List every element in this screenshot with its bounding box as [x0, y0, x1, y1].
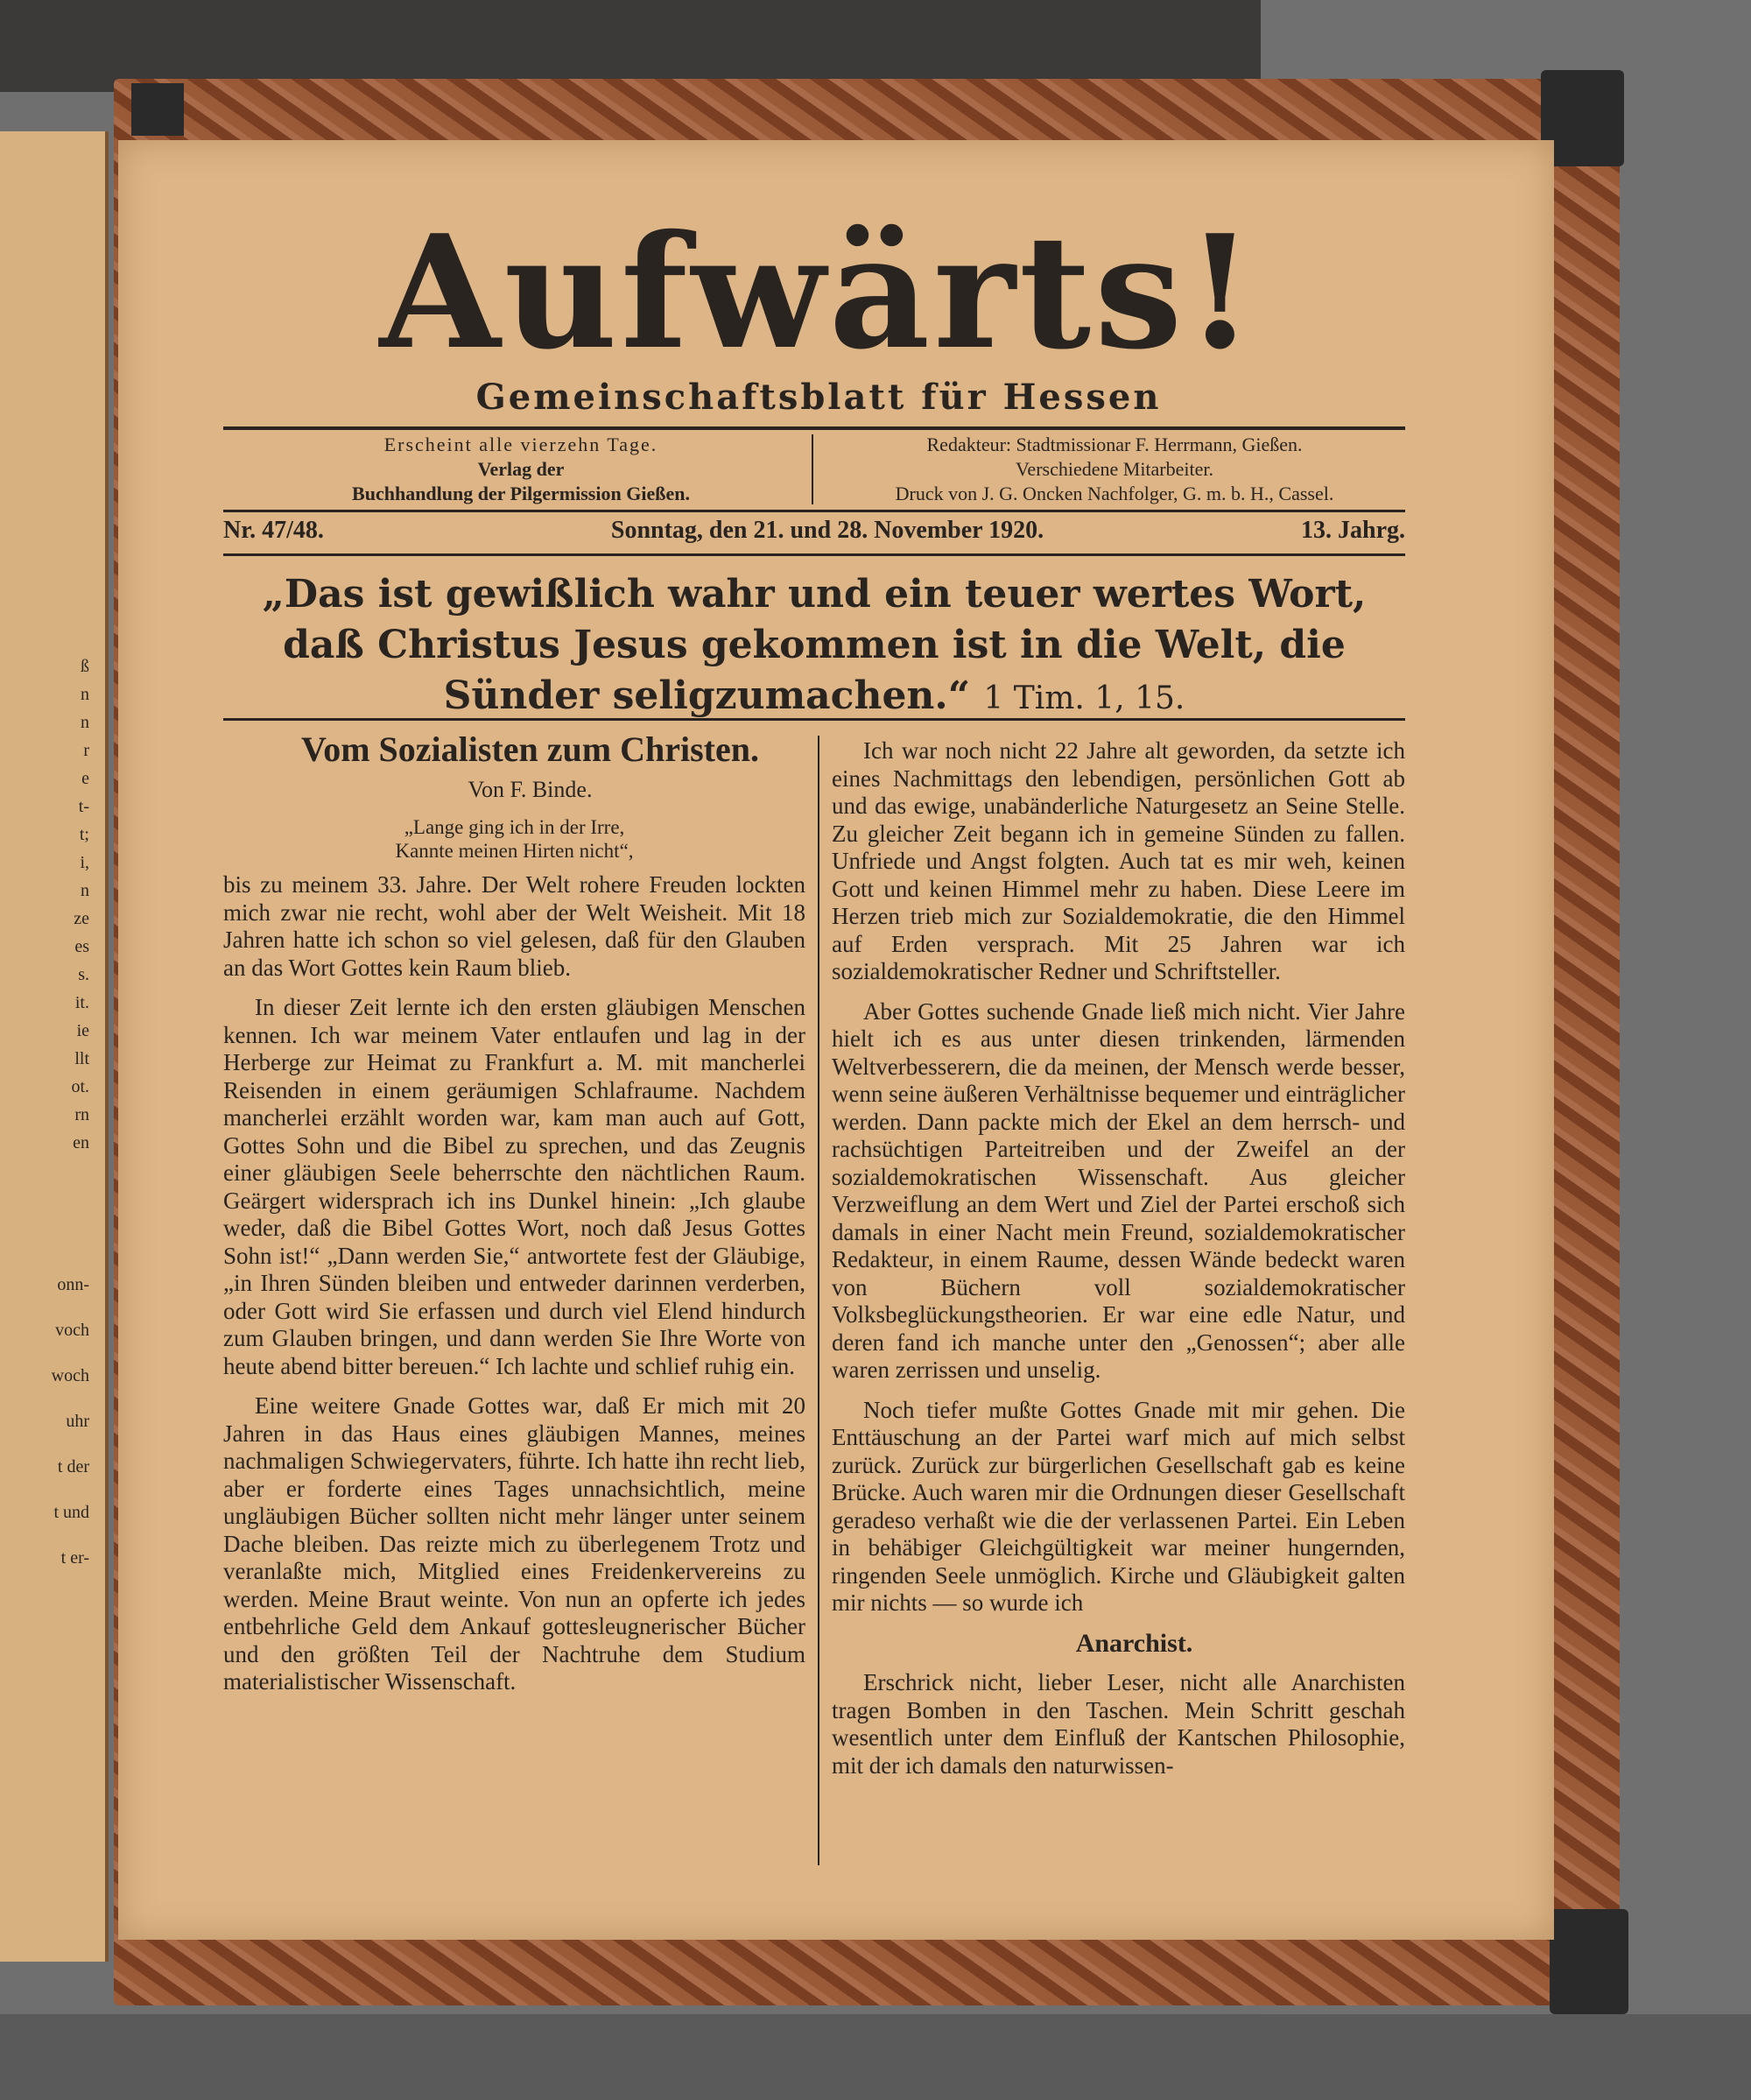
article-left-column — [223, 729, 805, 1709]
issue-number: Nr. 47/48. — [223, 517, 324, 544]
previous-page-fragment: n — [81, 685, 89, 704]
masthead-left-line3: Buchhandlung der Pilgermission Gießen. — [352, 483, 690, 504]
previous-page-fragment: woch — [51, 1366, 89, 1385]
previous-page-fragment: ß — [81, 657, 89, 676]
previous-page-fragment: llt — [74, 1049, 89, 1068]
article-motto — [223, 815, 805, 863]
motto-line2: Kannte meinen Hirten nicht“, — [395, 840, 634, 862]
article-paragraph: Noch tiefer mußte Gottes Gnade mit mir gehen. Die Enttäuschung an der Partei warf mich auf mich selbst zurück. Zurück zur bürgerlichen Gesellschaft gab es keine Brücke. Auch waren mir die Ordnungen dieser Gesellschaft geradeso verhaßt wie die der verlassenen Partei. Ein Leben in behäbiger Gleichgültigkeit war meiner hungernden, ringenden Seele unmöglich. Kirche und Gläubigkeit galten mir nichts — so wurde ich — [832, 1396, 1405, 1616]
masthead-right-line1: Redakteur: Stadtmissionar F. Herrmann, Gießen. — [926, 433, 1303, 455]
newspaper-page — [118, 140, 1554, 1940]
previous-page-fragment: en — [73, 1133, 89, 1152]
article-paragraph: In dieser Zeit lernte ich den ersten gläubigen Menschen kennen. Ich war meinem Vater entlaufen und lag in der Herberge zur Heimat zu Frankfurt a. M. mit mancherlei Reisenden in einem geräumigen Schlafraume. Nachdem mancherlei erzählt worden war, kam man auch auf Gott, Gottes Sohn und die Bibel zu sprechen, und das Zeugnis einer gläubigen Seele beherrschte den nächtlichen Raum. Geärgert widersprach ich ins Dunkel hinein: „Ich glaube weder, daß die Bibel Gottes Wort, noch daß Jesus Gottes Sohn ist!“ „Dann werden Sie,“ antwortete fest der Gläubige, „in Ihren Sünden bleiben und entweder darinnen verderben, oder Gott wird Sie erfassen und durch viel Elend hindurch zum Glauben bringen, und dann werden Sie Ihre Worte von heute abend bitter bereuen.“ Ich lachte und schlief ruhig ein. — [223, 994, 805, 1379]
masthead-rule-mid — [223, 510, 1405, 512]
previous-page-fragment: t- — [78, 797, 89, 816]
previous-page-fragment: ie — [76, 1021, 89, 1040]
background-bottom — [0, 2014, 1751, 2100]
masthead-left-line1: Erscheint alle vierzehn Tage. — [383, 433, 658, 455]
article-title: Vom Sozialisten zum Christen. — [301, 729, 759, 769]
bible-verse — [223, 569, 1405, 724]
previous-page-fragment: n — [81, 881, 89, 900]
previous-page-fragment: r — [83, 741, 89, 760]
masthead-right-line2: Verschiedene Mitarbeiter. — [1015, 458, 1213, 480]
article-paragraph: bis zu meinem 33. Jahre. Der Welt rohere Freuden lockten mich zwar nie recht, wohl aber der Welt Weisheit. Mit 18 Jahren hatte ich schon so viel gelesen, daß für den Glauben an das Wort Gottes kein Raum blieb. — [223, 871, 805, 981]
article-subheading: Anarchist. — [1075, 1628, 1193, 1658]
masthead-left — [223, 433, 819, 506]
issue-rule — [223, 553, 1405, 556]
article-byline: Von F. Binde. — [468, 776, 593, 802]
masthead-right — [824, 433, 1405, 506]
previous-page-fragment: voch — [55, 1321, 89, 1340]
cover-corner-bottom — [1550, 1909, 1628, 2014]
article-paragraph: Ich war noch nicht 22 Jahre alt geworden, da setzte ich eines Nachmittags den lebendigen, persönlichen Gott ab und das ewige, unabänderliche Naturgesetz an Seine Stelle. Zu gleicher Zeit begann ich in gemeine Sünden zu fallen. Unfriede und Angst folgten. Auch tat es mir weh, keinen Gott und keinen Himmel mehr zu haben. Diese Leere im Herzen trieb mich zur Sozialdemokratie, die den Himmel auf Erden versprach. Mit 25 Jahren war ich sozialdemokratischer Redner und Schriftsteller. — [832, 737, 1405, 984]
newspaper-title: Aufwärts! — [379, 201, 1258, 384]
previous-page-edge — [0, 131, 109, 1962]
previous-page-fragment: t er- — [60, 1548, 89, 1568]
spine-top — [131, 83, 184, 136]
masthead-rule-top — [223, 426, 1405, 430]
verse-reference: 1 Tim. 1, 15. — [983, 680, 1185, 716]
issue-date: Sonntag, den 21. und 28. November 1920. — [610, 517, 1044, 544]
previous-page-fragment: uhr — [66, 1412, 89, 1431]
article-paragraph: Eine weitere Gnade Gottes war, daß Er mich mit 20 Jahren in das Haus eines gläubigen Mannes, meines nachmaligen Schwiegervaters, führte. Ich hatte ihn recht lieb, aber er forderte eines Tages unnachsichtlich, meine ungläubigen Bücher sollten nicht mehr länger unter seinem Dache bleiben. Das reizte mich zu überlegenem Trotz und veranlaßte mich, Mitglied eines Freidenkervereins zu werden. Meine Braut weinte. Von nun an opferte ich jedes entbehrliche Geld dem Ankauf gottesleugnerischer Bücher und den größten Teil der Nachtruhe dem Studium materialistischer Wissenschaft. — [223, 1392, 805, 1695]
article-paragraph: Erschrick nicht, lieber Leser, nicht alle Anarchisten tragen Bomben in den Taschen. Mein Schritt geschah wesentlich unter dem Einfluß der Kantschen Philosophie, mit der ich damals den naturwissen- — [832, 1669, 1405, 1779]
previous-page-fragment: rn — [74, 1105, 89, 1124]
column-divider — [818, 736, 819, 1865]
previous-page-fragments — [0, 131, 96, 1962]
verse-text: „Das ist gewißlich wahr und ein teuer wertes Wort, daß Christus Jesus gekommen ist in die Welt, die Sünder seligzumachen.“ — [262, 572, 1367, 718]
motto-line1: „Lange ging ich in der Irre, — [404, 816, 625, 838]
previous-page-fragment: ze — [74, 909, 89, 928]
previous-page-fragment: i, — [80, 853, 89, 872]
previous-page-fragment: t und — [53, 1503, 89, 1522]
previous-page-fragment: n — [81, 713, 89, 732]
previous-page-fragment: onn- — [57, 1275, 89, 1294]
verse-rule — [223, 718, 1405, 721]
previous-page-fragment: it. — [74, 993, 89, 1012]
previous-page-fragment: es — [74, 937, 89, 956]
previous-page-fragment: s. — [78, 965, 89, 984]
masthead-divider — [812, 434, 813, 504]
masthead-right-line3: Druck von J. G. Oncken Nachfolger, G. m. b. H., Cassel. — [895, 483, 1334, 504]
previous-page-fragment: t; — [79, 825, 89, 844]
previous-page-fragment: e — [81, 769, 89, 788]
newspaper-subtitle: Gemeinschaftsblatt für Hessen — [475, 377, 1162, 418]
masthead-left-line2: Verlag der — [477, 458, 565, 480]
article-paragraph: Aber Gottes suchende Gnade ließ mich nicht. Vier Jahre hielt ich es aus unter diesen trinkenden, lärmenden Weltverbesserern, die da meinen, der Mensch werde besser, wenn seine äußeren Verhältnisse bequemer und einträglicher werden. Dann packte mich der Ekel an dem herrsch- und rachsüchtigen Parteitreiben und der Zweifel an der sozialdemokratischen Wissenschaft. Aus gleicher Verzweiflung an dem Wert und Ziel der Partei erschoß sich damals in einer Nacht mein Freund, sozialdemokratischer Redakteur, in einem Raume, dessen Wände bedeckt waren von Büchern voll sozialdemokratischer Volksbeglückungstheorien. Er war eine edle Natur, und deren fand ich manche unter den „Genossen“; aber alle waren zerrissen und unselig. — [832, 997, 1405, 1383]
previous-page-fragment: t der — [57, 1457, 89, 1476]
issue-year: 13. Jahrg. — [1301, 517, 1405, 544]
previous-page-fragment: ot. — [71, 1077, 89, 1096]
article-right-column — [832, 737, 1405, 1792]
